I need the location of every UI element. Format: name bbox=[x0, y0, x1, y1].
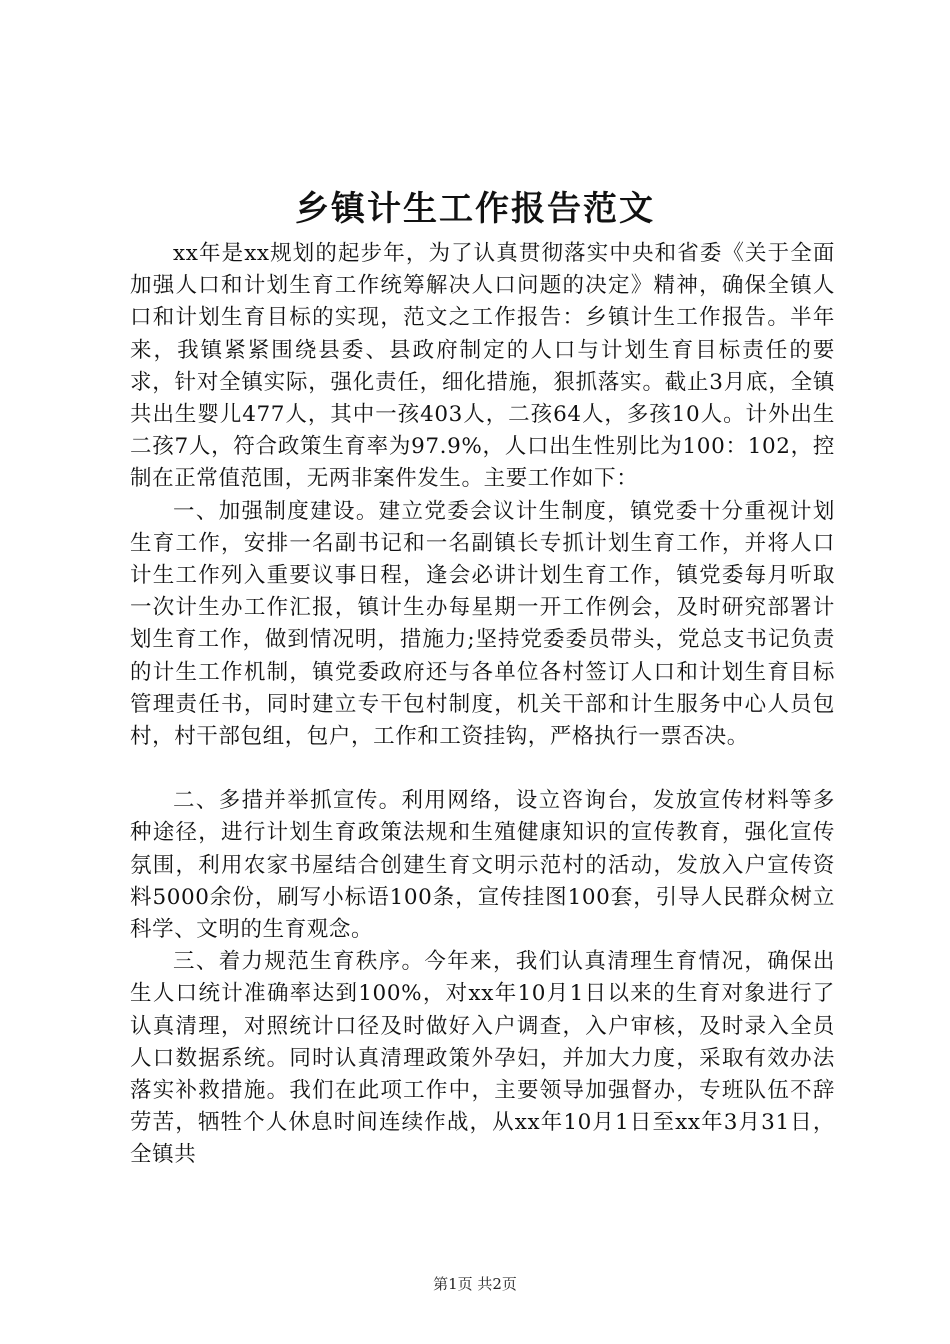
paragraph-section-2: 二、多措并举抓宣传。利用网络，设立咨询台，发放宣传材料等多种途径，进行计划生育政策法规和生殖健康知识的宣传教育，强化宣传氛围，利用农家书屋结合创建生育文明示范村的活动，发放入户宣传资料5000余份，刷写小标语100条，宣传挂图100套，引导人民群众树立科学、文明的生育观念。 bbox=[130, 788, 835, 943]
document-title: 乡镇计生工作报告范文 bbox=[295, 189, 655, 229]
document-body bbox=[130, 238, 835, 1172]
paragraph-intro: xx年是xx规划的起步年，为了认真贯彻落实中央和省委《关于全面加强人口和计划生育工作统筹解决人口问题的决定》精神，确保全镇人口和计划生育目标的实现，范文之工作报告：乡镇计生工作报告。半年来，我镇紧紧围绕县委、县政府制定的人口与计划生育目标责任的要求，针对全镇实际，强化责任，细化措施，狠抓落实。截止3月底，全镇共出生婴儿477人，其中一孩403人，二孩64人，多孩10人。计外出生二孩7人，符合政策生育率为97.9%，人口出生性别比为100：102，控制在正常值范围，无两非案件发生。主要工作如下： bbox=[130, 241, 835, 492]
page-number-footer: 第1页 共2页 bbox=[433, 1275, 517, 1293]
paragraph-section-1: 一、加强制度建设。建立党委会议计生制度，镇党委十分重视计划生育工作，安排一名副书记和一名副镇长专抓计划生育工作，并将人口计生工作列入重要议事日程，逢会必讲计划生育工作，镇党委每月听取一次计生办工作汇报，镇计生办每星期一开工作例会，及时研究部署计划生育工作，做到情况明，措施力;坚持党委委员带头，党总支书记负责的计生工作机制，镇党委政府还与各单位各村签订人口和计划生育目标管理责任书，同时建立专干包村制度，机关干部和计生服务中心人员包村，村干部包组，包户，工作和工资挂钩，严格执行一票否决。 bbox=[130, 498, 835, 750]
paragraph-section-3: 三、着力规范生育秩序。今年来，我们认真清理生育情况，确保出生人口统计准确率达到100%，对xx年10月1日以来的生育对象进行了认真清理，对照统计口径及时做好入户调查，入户审核，及时录入全员人口数据系统。同时认真清理政策外孕妇，并加大力度，采取有效办法落实补救措施。我们在此项工作中，主要领导加强督办，专班队伍不辞劳苦，牺牲个人休息时间连续作战，从xx年10月1日至xx年3月31日，全镇共 bbox=[130, 949, 835, 1168]
